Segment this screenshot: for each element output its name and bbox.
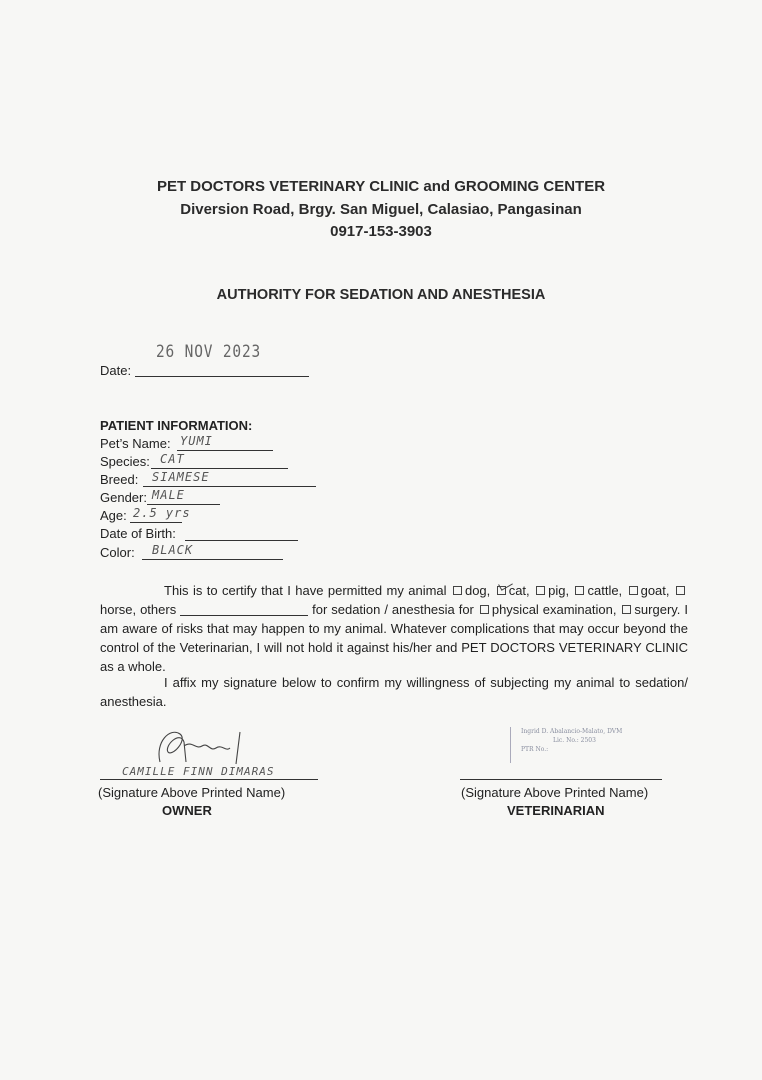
horse-checkbox [676,586,685,595]
species-label: Species: [100,454,150,469]
clinic-name: PET DOCTORS VETERINARY CLINIC and GROOMING CENTER [156,178,606,195]
vet-stamp: Ingrid D. Abalancio-Malato, DVM Lic. No.: 2503 PTR No.: [510,727,622,763]
owner-signature-line [100,779,318,780]
owner-printed-name: CAMILLE FINN DIMARAS [122,765,275,778]
pet-name-line [177,450,273,451]
gender-label: Gender: [100,490,147,505]
age-value: 2.5 yrs [133,506,191,520]
date-stamp: 26 NOV 2023 [156,342,262,362]
breed-value: SIAMESE [152,470,210,484]
gender-value: MALE [152,488,185,502]
affix-paragraph: I affix my signature below to confirm my willingness of subjecting my animal to sedation/ anesthesia. [100,675,688,709]
owner-signature-scribble [150,722,270,770]
vet-role-label: VETERINARIAN [507,803,605,818]
age-line [130,522,182,523]
pet-name-value: YUMI [180,434,213,448]
age-label: Age: [100,508,127,523]
goat-checkbox [629,586,638,595]
breed-line [143,486,316,487]
color-label: Color: [100,545,135,560]
date-label: Date: [100,363,132,378]
breed-label: Breed: [100,472,139,487]
dog-checkbox [453,586,462,595]
dob-label: Date of Birth: [100,526,176,541]
color-value: BLACK [152,543,194,557]
vet-signature-line [460,779,662,780]
dob-line [185,540,298,541]
cat-checkbox [497,586,506,595]
species-value: CAT [160,452,185,466]
species-line [151,468,288,469]
gender-line [147,504,220,505]
pet-name-label: Pet’s Name: [100,436,171,451]
pig-checkbox [536,586,545,595]
owner-signature-caption: (Signature Above Printed Name) [98,785,286,800]
patient-info-heading: PATIENT INFORMATION: [100,418,253,433]
clinic-phone: 0917-153-3903 [330,223,432,240]
certification-paragraph: This is to certify that I have permitted my animal dog, cat, pig, cattle, goat, horse, others for sedation / anesthesia for physical examination, surgery. I am aware of risks that may happen to my animal. Whatever complications that may occur beyond the control of the Veterinarian, I will not hold it against his/her and PET DOCTORS VETERINARY CLINIC as a whole. [100,583,688,674]
surgery-checkbox [622,605,631,614]
vet-signature-caption: (Signature Above Printed Name) [461,785,649,800]
color-line [142,559,283,560]
form-title: AUTHORITY FOR SEDATION AND ANESTHESIA [216,287,546,303]
others-line [180,603,308,616]
clinic-address: Diversion Road, Brgy. San Miguel, Calasiao, Pangasinan [180,201,582,218]
date-line [135,376,309,377]
physical-exam-checkbox [480,605,489,614]
cattle-checkbox [575,586,584,595]
owner-role-label: OWNER [162,803,212,818]
